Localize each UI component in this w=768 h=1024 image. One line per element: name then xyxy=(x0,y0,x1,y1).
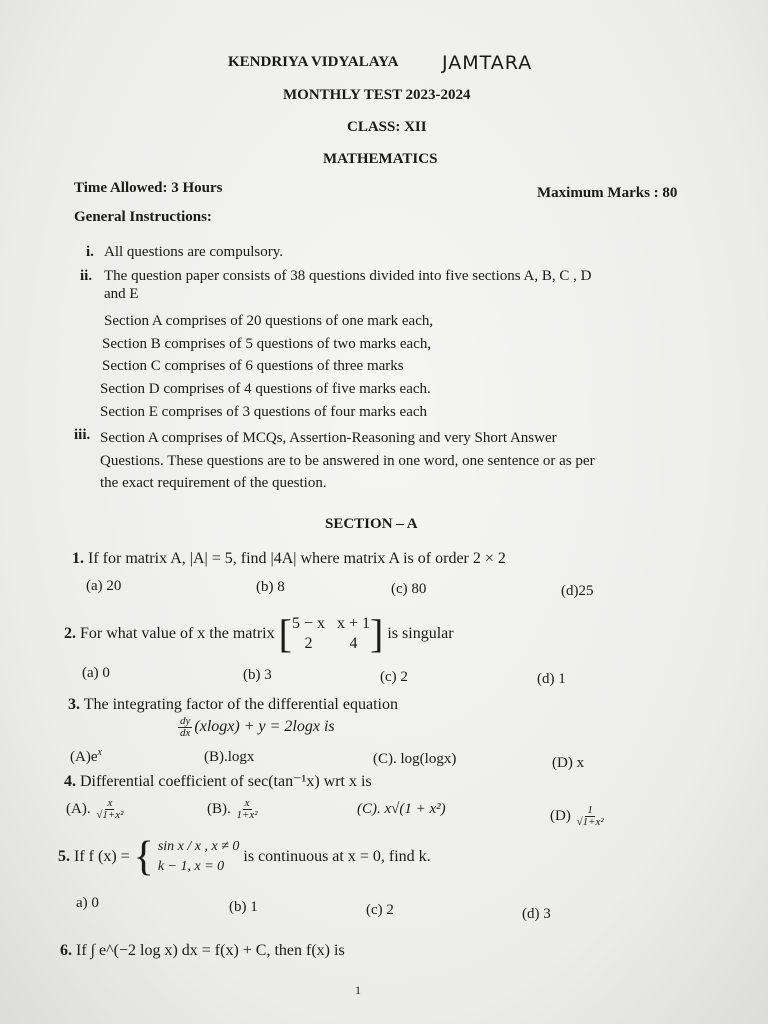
right-bracket: ] xyxy=(370,611,384,656)
superscript: x xyxy=(97,747,102,758)
matrix-cell: x + 1 xyxy=(336,615,371,632)
option-c: (c) 2 xyxy=(366,902,394,918)
question-text: For what value of x the matrix xyxy=(80,625,275,642)
class-label: CLASS: XII xyxy=(347,119,427,135)
option-text: (D) xyxy=(550,807,571,824)
question-text: The integrating factor of the differential equation xyxy=(83,696,398,713)
fraction-numerator: x xyxy=(107,797,113,809)
option-d: (d) 1 xyxy=(537,671,566,687)
question-number: 3. xyxy=(68,696,80,713)
section-composition: Section A comprises of 20 questions of one mark each, xyxy=(104,313,434,329)
differential-equation xyxy=(176,716,335,739)
instruction-text-continued: and E xyxy=(104,286,139,302)
option-a xyxy=(70,747,102,766)
matrix-cell: 4 xyxy=(349,635,358,652)
matrix xyxy=(278,611,384,656)
fraction-denominator: dx xyxy=(180,727,191,739)
option-c: (c) 80 xyxy=(391,581,427,597)
option-a: a) 0 xyxy=(76,895,99,911)
section-composition: Section B comprises of 5 questions of two marks each, xyxy=(102,336,432,352)
instruction-number: iii. xyxy=(74,427,91,443)
matrix-cell: 2 xyxy=(304,635,313,652)
section-composition: Section C comprises of 6 questions of three marks xyxy=(102,358,404,374)
matrix-cell: 5 − x xyxy=(291,615,325,632)
question-text: Differential coefficient of sec(tan⁻¹x) wrt x is xyxy=(80,773,372,790)
option-d: (D) x xyxy=(552,755,585,771)
case-1: sin x / x , x ≠ 0 xyxy=(157,839,240,854)
option-d: (d) 3 xyxy=(522,906,551,922)
section-composition: Section D comprises of 4 questions of five marks each. xyxy=(100,381,431,397)
instruction-text: The question paper consists of 38 questions divided into five sections A, B, C , D xyxy=(104,268,592,284)
question-number: 5. xyxy=(58,848,70,865)
option-c: (C). log(logx) xyxy=(373,751,457,767)
test-title: MONTHLY TEST 2023-2024 xyxy=(283,87,471,103)
option-text: (B). xyxy=(207,800,231,817)
question-text: If ∫ e^(−2 log x) dx = f(x) + C, then f(x) is xyxy=(76,942,345,959)
option-a: (a) 20 xyxy=(86,578,122,594)
question-4 xyxy=(64,771,372,791)
question-text: is singular xyxy=(387,625,454,642)
option-text: (A)e xyxy=(70,749,98,765)
question-1 xyxy=(72,550,506,568)
option-b xyxy=(207,798,260,821)
option-b: (b) 1 xyxy=(229,899,258,915)
option-b: (B).logx xyxy=(204,749,255,765)
max-marks: Maximum Marks : 80 xyxy=(537,185,678,201)
instruction-text: Questions. These questions are to be answered in one word, one sentence or as per xyxy=(100,453,595,469)
option-c: (c) 2 xyxy=(380,669,408,685)
option-d: (d)25 xyxy=(561,583,594,599)
page-number: 1 xyxy=(355,983,361,997)
equation-text: (xlogx) + y = 2logx is xyxy=(194,718,335,736)
option-text: (A). xyxy=(66,800,91,817)
question-text: is continuous at x = 0, find k. xyxy=(243,848,431,865)
question-text: If for matrix A, |A| = 5, find |4A| where matrix A is of order 2 × 2 xyxy=(88,550,506,567)
school-name: KENDRIYA VIDYALAYA xyxy=(228,54,399,70)
section-title: SECTION – A xyxy=(325,516,418,532)
option-d xyxy=(550,805,606,828)
school-location-handwritten: JAMTARA xyxy=(442,52,533,74)
question-number: 2. xyxy=(64,625,76,642)
question-text: If f (x) = xyxy=(74,848,130,865)
fraction-denominator: √1+x² xyxy=(96,809,124,821)
left-brace: { xyxy=(133,834,154,880)
fraction-denominator: 1+x² xyxy=(236,809,258,821)
question-6 xyxy=(60,942,345,960)
fraction-denominator: √1+x² xyxy=(576,816,604,828)
piecewise-cases xyxy=(158,837,240,877)
question-number: 6. xyxy=(60,942,72,959)
left-bracket: [ xyxy=(278,611,292,656)
option-c: (C). x√(1 + x²) xyxy=(357,801,446,817)
time-allowed: Time Allowed: 3 Hours xyxy=(74,180,223,196)
fraction-numerator: dy xyxy=(180,715,191,727)
question-3 xyxy=(68,696,398,714)
fraction-numerator: x xyxy=(244,797,250,809)
question-2 xyxy=(64,611,454,656)
instructions-heading: General Instructions: xyxy=(74,209,212,225)
question-5 xyxy=(58,836,431,878)
question-number: 1. xyxy=(72,550,84,567)
option-b: (b) 8 xyxy=(256,579,285,595)
instruction-number: i. xyxy=(86,244,94,260)
case-2: k − 1, x = 0 xyxy=(157,859,225,874)
option-a xyxy=(66,798,125,821)
instruction-text: Section A comprises of MCQs, Assertion-Reasoning and very Short Answer xyxy=(100,430,557,446)
question-number: 4. xyxy=(64,773,76,790)
subject-title: MATHEMATICS xyxy=(323,151,438,167)
option-a: (a) 0 xyxy=(82,665,110,681)
instruction-number: ii. xyxy=(80,268,93,284)
instruction-text: All questions are compulsory. xyxy=(104,244,283,260)
option-b: (b) 3 xyxy=(243,667,272,683)
fraction-numerator: 1 xyxy=(587,804,593,816)
instruction-text: the exact requirement of the question. xyxy=(100,475,327,491)
section-composition: Section E comprises of 3 questions of four marks each xyxy=(100,404,428,420)
